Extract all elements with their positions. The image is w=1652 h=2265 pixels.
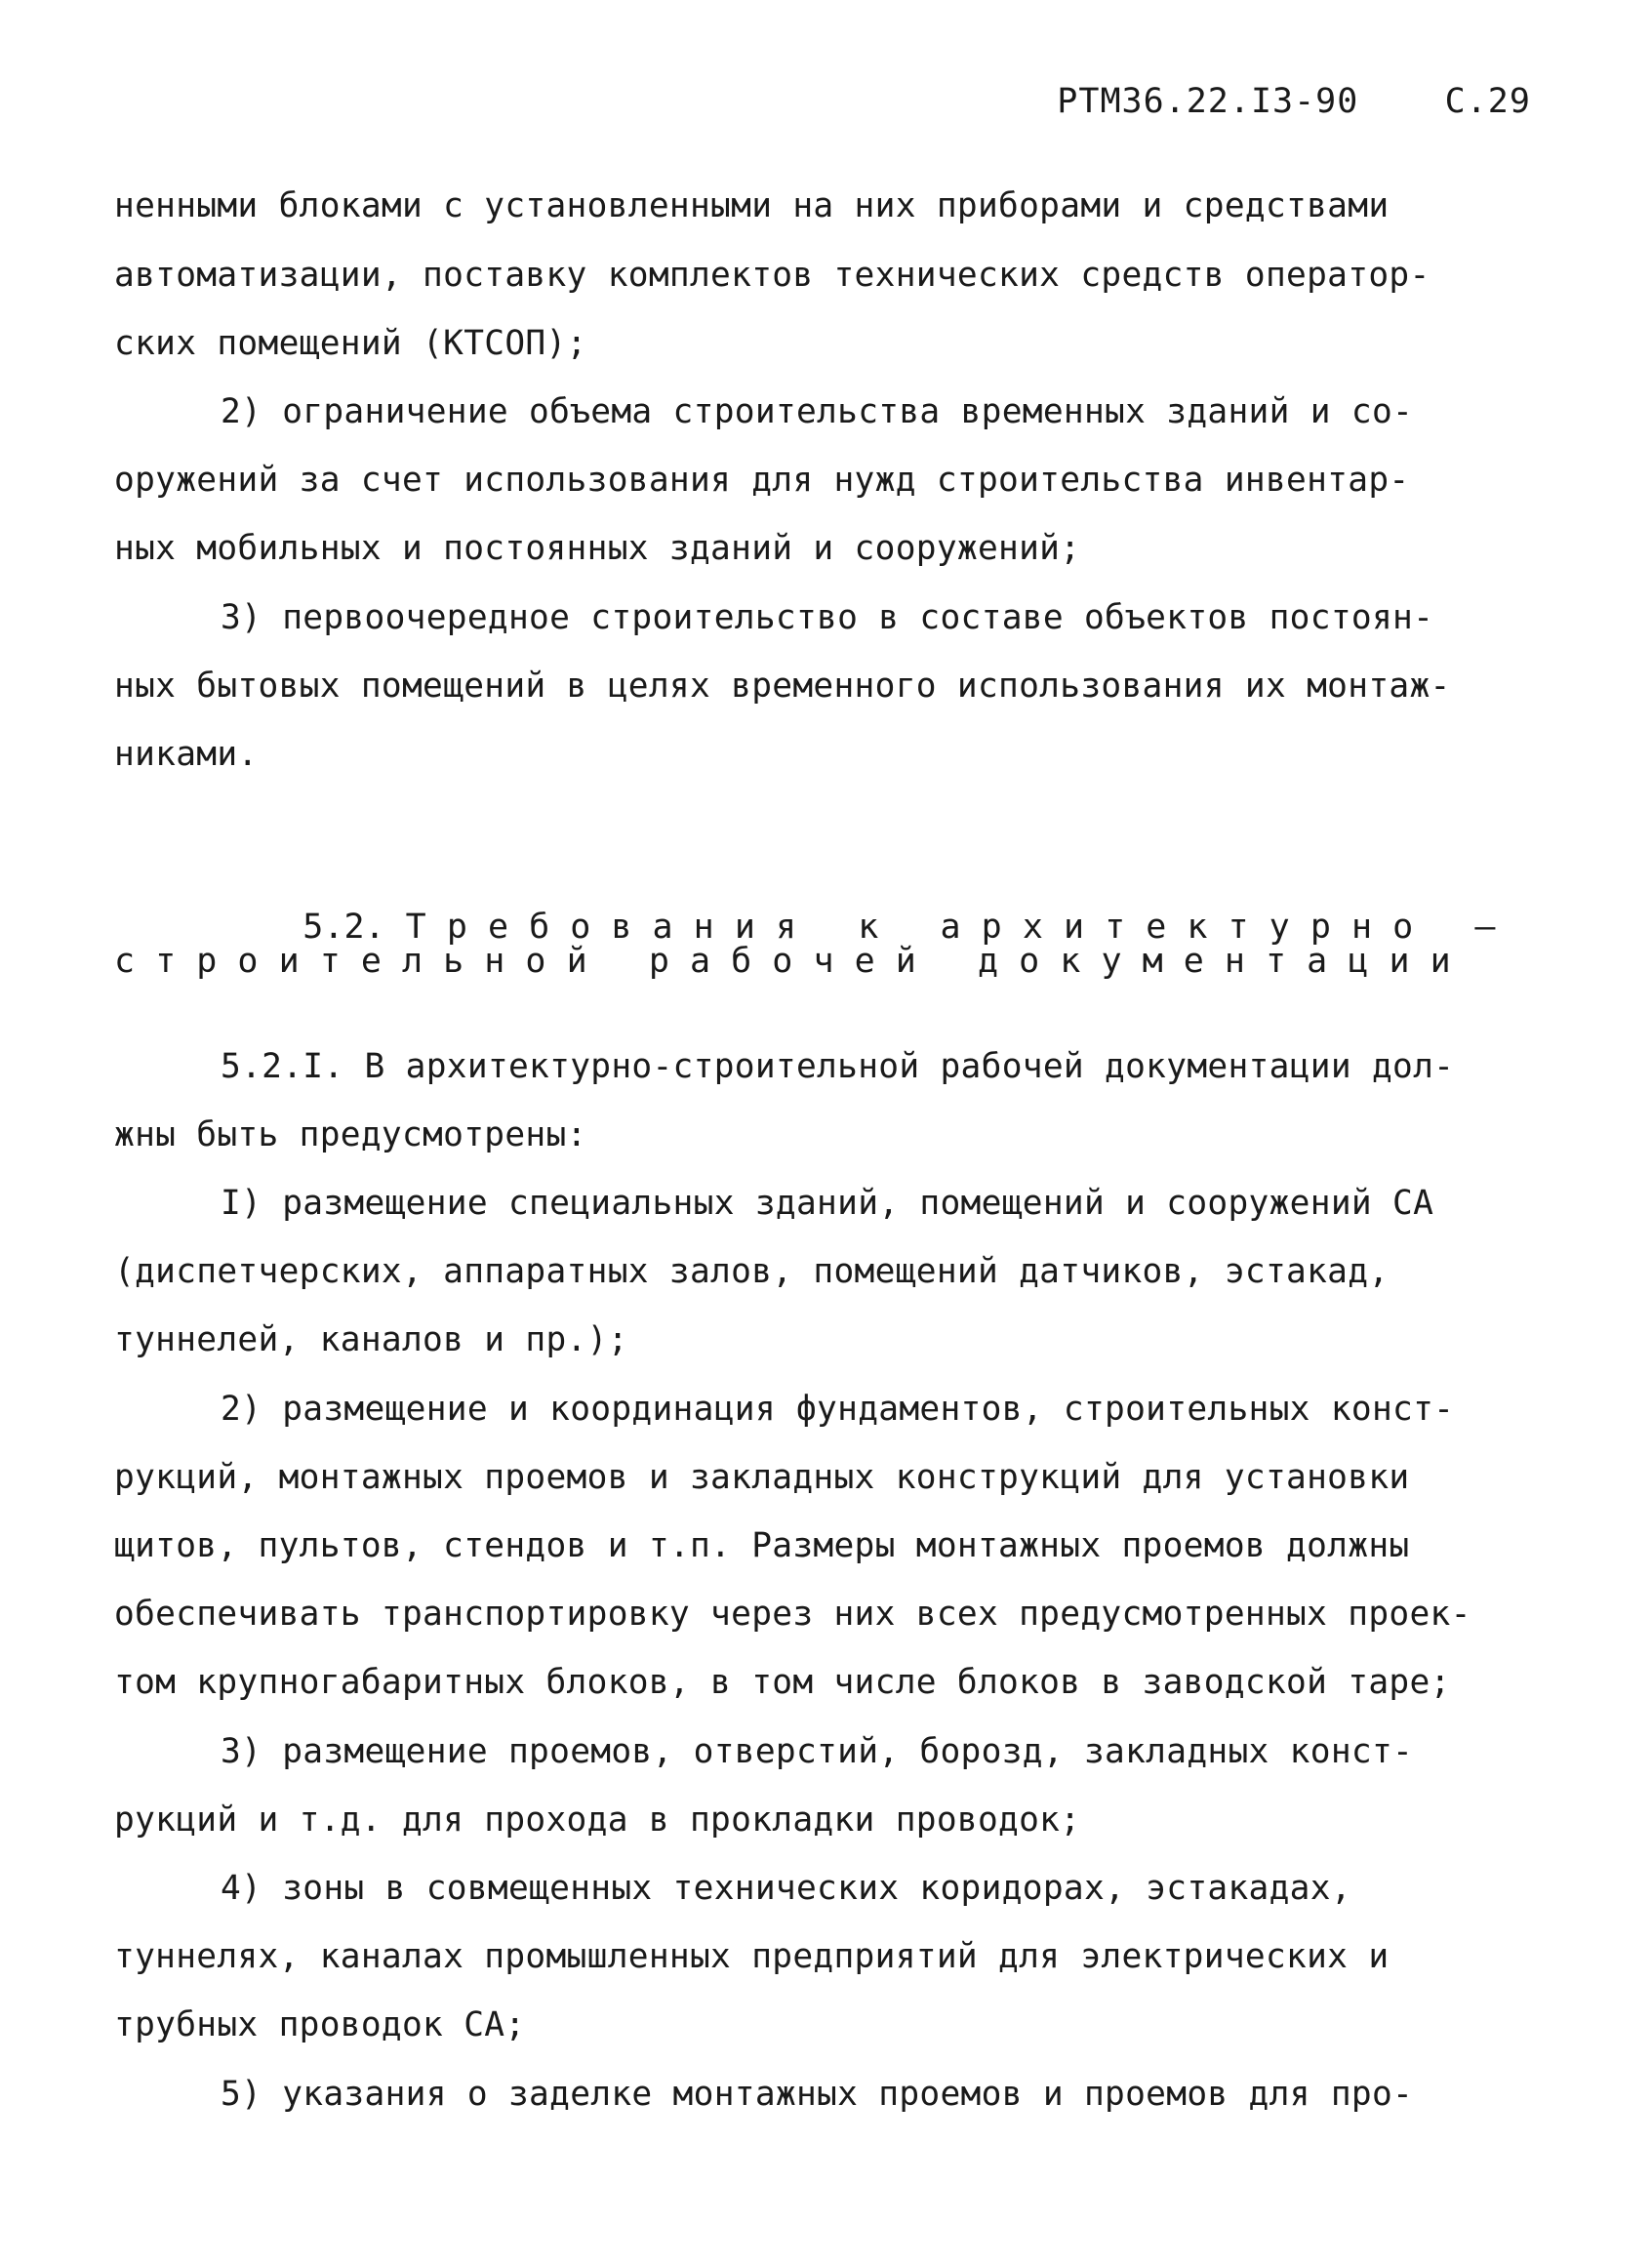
list-item1-line-1: I) размещение специальных зданий, помещений и сооружений СА bbox=[221, 1184, 1434, 1223]
list-item2-line-1: 2) размещение и координация фундаментов, строительных конст- bbox=[221, 1390, 1455, 1429]
intro-line-2: автоматизации, поставку комплектов технических средств оператор- bbox=[114, 256, 1430, 295]
page-number: С.29 bbox=[1444, 82, 1531, 121]
clause-line-2: жны быть предусмотрены: bbox=[114, 1115, 587, 1154]
list-item5-line-1: 5) указания о заделке монтажных проемов и проемов для про- bbox=[221, 2075, 1414, 2114]
item2-line-2: оружений за счет использования для нужд строительства инвентар- bbox=[114, 461, 1410, 500]
item3-line-3: никами. bbox=[114, 735, 259, 774]
list-item3-line-1: 3) размещение проемов, отверстий, борозд, закладных конст- bbox=[221, 1732, 1414, 1771]
doc-code: РТМ36.22.I3-90 bbox=[1057, 82, 1359, 121]
section-title-part-1: Т р е б о в а н и я к а р х и т е к т у р н о – bbox=[405, 908, 1496, 947]
list-item3-line-2: рукций и т.д. для прохода в прокладки проводок; bbox=[114, 1800, 1081, 1840]
item2-line-3: ных мобильных и постоянных зданий и сооружений; bbox=[114, 529, 1081, 568]
section-number: 5.2. bbox=[302, 908, 385, 947]
list-item4-line-1: 4) зоны в совмещенных технических коридорах, эстакадах, bbox=[221, 1869, 1351, 1908]
item3-line-2: ных бытовых помещений в целях временного использования их монтаж- bbox=[114, 667, 1451, 706]
intro-line-3: ских помещений (КТСОП); bbox=[114, 324, 587, 363]
list-item4-line-2: туннелях, каналах промышленных предприятий для электрических и bbox=[114, 1937, 1390, 1976]
intro-line-1: ненными блоками с установленными на них приборами и средствами bbox=[114, 186, 1390, 225]
list-item1-line-2: (диспетчерских, аппаратных залов, помещений датчиков, эстакад, bbox=[114, 1252, 1390, 1291]
item2-line-1: 2) ограничение объема строительства временных зданий и со- bbox=[221, 392, 1414, 431]
list-item2-line-5: том крупногабаритных блоков, в том числе блоков в заводской таре; bbox=[114, 1663, 1451, 1702]
list-item4-line-3: трубных проводок СА; bbox=[114, 2005, 526, 2044]
list-item1-line-3: туннелей, каналов и пр.); bbox=[114, 1320, 628, 1359]
item3-line-1: 3) первоочередное строительство в составе объектов постоян- bbox=[221, 598, 1434, 637]
page-header bbox=[971, 43, 1531, 160]
section-title-part-2: с т р о и т е л ь н о й р а б о ч е й д о к у м е н т а ц и и bbox=[114, 942, 1451, 981]
clause-line-1: 5.2.I. В архитектурно-строительной рабочей документации дол- bbox=[221, 1047, 1455, 1086]
list-item2-line-2: рукций, монтажных проемов и закладных конструкций для установки bbox=[114, 1458, 1410, 1497]
list-item2-line-4: обеспечивать транспортировку через них всех предусмотренных проек- bbox=[114, 1595, 1471, 1634]
list-item2-line-3: щитов, пультов, стендов и т.п. Размеры монтажных проемов должны bbox=[114, 1526, 1410, 1565]
